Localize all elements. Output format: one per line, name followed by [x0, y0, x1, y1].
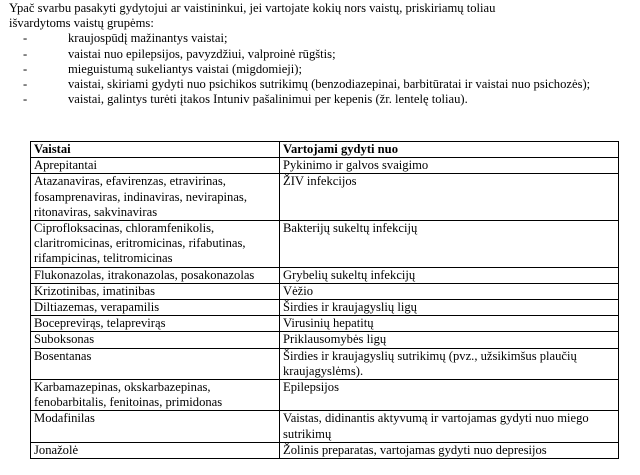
header-used-for: Vartojami gydyti nuo — [280, 142, 619, 158]
use-cell: Vėžio — [280, 283, 619, 299]
drug-cell: Krizotinibas, imatinibas — [31, 283, 280, 299]
dash-bullet: - — [23, 61, 28, 76]
list-item: - vaistai, skiriami gydyti nuo psichikos sutrikimų (benzodiazepinai, barbitūratai ir vaistai nuo psichozės); — [23, 77, 591, 92]
use-cell: Žolinis preparatas, vartojamas gydyti nuo depresijos — [280, 442, 619, 458]
use-cell: Epilepsijos — [280, 380, 619, 411]
table-row — [31, 316, 619, 332]
table-header-row — [31, 142, 619, 158]
drug-group-list — [9, 31, 614, 107]
dash-bullet: - — [23, 92, 28, 107]
table-row — [31, 300, 619, 316]
drug-cell: Suboksonas — [31, 332, 280, 348]
table-row — [31, 283, 619, 299]
table-row — [31, 442, 619, 458]
drug-cell: Ciprofloksacinas, chloramfenikolis, claritromicinas, eritromicinas, rifabutinas, rifampicinas, telitromicinas — [31, 221, 280, 268]
use-cell: Priklausomybės ligų — [280, 332, 619, 348]
drug-interaction-table — [30, 141, 619, 459]
drug-cell: Karbamazepinas, okskarbazepinas, fenobarbitalis, fenitoinas, primidonas — [31, 380, 280, 411]
use-cell: Bakterijų sukeltų infekcijų — [280, 221, 619, 268]
table-row — [31, 158, 619, 174]
table-row — [31, 267, 619, 283]
drug-cell: Atazanaviras, efavirenzas, etravirinas, fosamprenaviras, indinaviras, nevirapinas, ritonaviras, sakvinaviras — [31, 174, 280, 221]
use-cell: Širdies ir kraujagyslių ligų — [280, 300, 619, 316]
dash-bullet: - — [23, 46, 28, 61]
table-row — [31, 332, 619, 348]
drug-cell: Jonažolė — [31, 442, 280, 458]
table-row — [31, 411, 619, 442]
use-cell: Pykinimo ir galvos svaigimo — [280, 158, 619, 174]
drug-cell: Boceprevirąs, telaprevirąs — [31, 316, 280, 332]
table-row — [31, 348, 619, 379]
dash-bullet: - — [23, 77, 28, 92]
use-cell: Virusinių hepatitų — [280, 316, 619, 332]
table-row — [31, 380, 619, 411]
list-item: - vaistai nuo epilepsijos, pavyzdžiui, valproinė rūgštis; — [23, 46, 336, 61]
list-item: - vaistai, galintys turėti įtakos Intuniv pašalinimui per kepenis (žr. lentelę toliau). — [23, 92, 468, 107]
use-cell: Grybelių sukeltų infekcijų — [280, 267, 619, 283]
drug-cell: Diltiazemas, verapamilis — [31, 300, 280, 316]
drug-cell: Aprepitantai — [31, 158, 280, 174]
drug-cell: Modafinilas — [31, 411, 280, 442]
drug-cell: Bosentanas — [31, 348, 280, 379]
use-cell: Vaistas, didinantis aktyvumą ir vartojamas gydyti nuo miego sutrikimų — [280, 411, 619, 442]
use-cell: ŽIV infekcijos — [280, 174, 619, 221]
table-row — [31, 174, 619, 221]
header-drugs: Vaistai — [31, 142, 280, 158]
intro-line-1: Ypač svarbu pasakyti gydytojui ar vaistininkui, jei vartojate kokių nors vaistų, priskiriamų toliau — [9, 1, 496, 15]
table-row — [31, 221, 619, 268]
list-item: - kraujospūdį mažinantys vaistai; — [23, 31, 228, 46]
list-item: - mieguistumą sukeliantys vaistai (migdomieji); — [23, 61, 302, 76]
intro-line-2: išvardytoms vaistų grupėms: — [9, 16, 154, 31]
drug-cell: Flukonazolas, itrakonazolas, posakonazolas — [31, 267, 280, 283]
dash-bullet: - — [23, 31, 28, 46]
intro-text — [9, 1, 614, 107]
use-cell: Širdies ir kraujagyslių sutrikimų (pvz., užsikimšus plaučių kraujagyslėms). — [280, 348, 619, 379]
